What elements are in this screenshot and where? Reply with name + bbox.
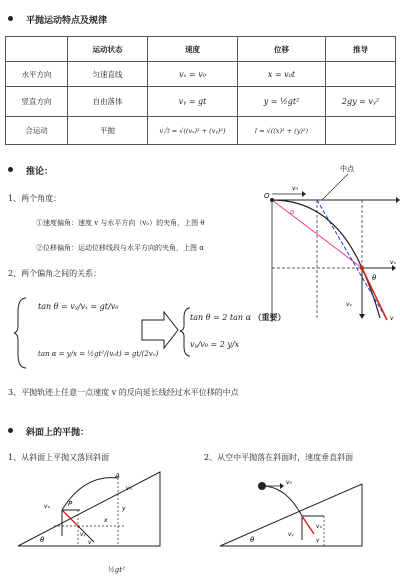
y-label: y	[122, 505, 126, 512]
equation-tan-alpha: tan α = y/x = ½gt²/(v₀t) = gt/(2v₀)	[38, 350, 159, 358]
vy-label: vᵧ	[346, 301, 352, 308]
equation-relation-text: tan θ = 2 tan α	[190, 313, 251, 322]
vy-label: vᵧ	[288, 531, 294, 538]
point-a-label: A	[115, 472, 120, 480]
theta-label: θ	[372, 274, 377, 282]
projectile-diagram	[262, 160, 400, 330]
text-item: ②位移偏角：运动位移线段与水平方向的夹角，上图 α	[36, 244, 204, 252]
text-item: 3、平抛轨迹上任意一点速度 v 的反向延长线经过水平位移的中点	[8, 388, 239, 397]
important-note: （重要）	[253, 312, 286, 322]
theta-label: θ	[40, 536, 45, 544]
v-label: v	[88, 539, 92, 546]
equation-ratio: vᵧ/v₀ = 2 y/x	[190, 340, 240, 349]
table-cell: l = √((x)² + (y)²)	[238, 117, 326, 145]
v-label: v	[316, 537, 320, 544]
table-cell: 自由落体	[68, 87, 148, 117]
section-heading: 推论：	[26, 167, 54, 177]
table-cell: 匀速直线	[68, 62, 148, 87]
section-heading: 斜面上的平抛：	[26, 428, 90, 438]
x-label: x	[104, 517, 108, 524]
table-cell: 2gy = vᵧ²	[326, 87, 396, 117]
table-cell: vᵧ = gt	[148, 87, 238, 117]
v-label: v	[390, 315, 394, 322]
text-item: 2、从空中平抛落在斜面时，速度垂直斜面	[204, 453, 354, 462]
text-item: 2、两个偏角之间的关系：	[8, 269, 102, 278]
table-header	[6, 37, 68, 62]
vx-label: vₓ	[390, 259, 397, 266]
midpoint-label: 中点	[340, 165, 354, 173]
motion-table	[5, 36, 396, 145]
text-item: 1、从斜面上平抛又落回斜面	[8, 453, 110, 462]
section-title: 平抛运动特点及规律	[26, 16, 108, 26]
equation-tan-theta: tan θ = vᵧ/vₓ = gt/v₀	[38, 302, 119, 311]
v0-label: v₀	[126, 485, 132, 492]
bullet-dot	[8, 167, 13, 172]
table-cell: x = v₀t	[238, 62, 326, 87]
table-cell: y = ½gt²	[238, 87, 326, 117]
table-cell: 水平方向	[6, 62, 68, 87]
slope-diagram-1	[14, 470, 164, 550]
table-cell	[326, 62, 396, 87]
text-item: ①速度偏角：速度 v 与水平方向（v₀）的夹角，上图 θ	[36, 219, 205, 227]
table-cell: 竖直方向	[6, 87, 68, 117]
theta-label: θ	[250, 536, 255, 544]
origin-label: O	[264, 192, 270, 200]
v0-label: v₀	[292, 185, 298, 192]
table-cell: 平抛	[68, 117, 148, 145]
table-cell: vₓ = v₀	[148, 62, 238, 87]
vx-label: vₓ	[316, 523, 323, 530]
table-header: 速度	[148, 37, 238, 62]
table-header: 位移	[238, 37, 326, 62]
bullet-dot	[8, 428, 13, 433]
point-p-label: P	[68, 500, 73, 508]
v0-label: v₀	[286, 479, 292, 486]
slope-diagram-2	[216, 470, 366, 550]
table-cell: v合 = √((vₓ)² + (vᵧ)²)	[148, 117, 238, 145]
text-item: 1、两个角度：	[8, 194, 62, 203]
vx-label: vₓ	[44, 503, 51, 510]
alpha-label: α	[290, 208, 295, 216]
table-cell	[326, 117, 396, 145]
table-header: 推导	[326, 37, 396, 62]
bullet-dot	[8, 16, 13, 21]
bottom-formula: ½gt²	[108, 566, 125, 574]
vy-label: vᵧ	[80, 531, 86, 538]
table-cell: 合运动	[6, 117, 68, 145]
table-header: 运动状态	[68, 37, 148, 62]
